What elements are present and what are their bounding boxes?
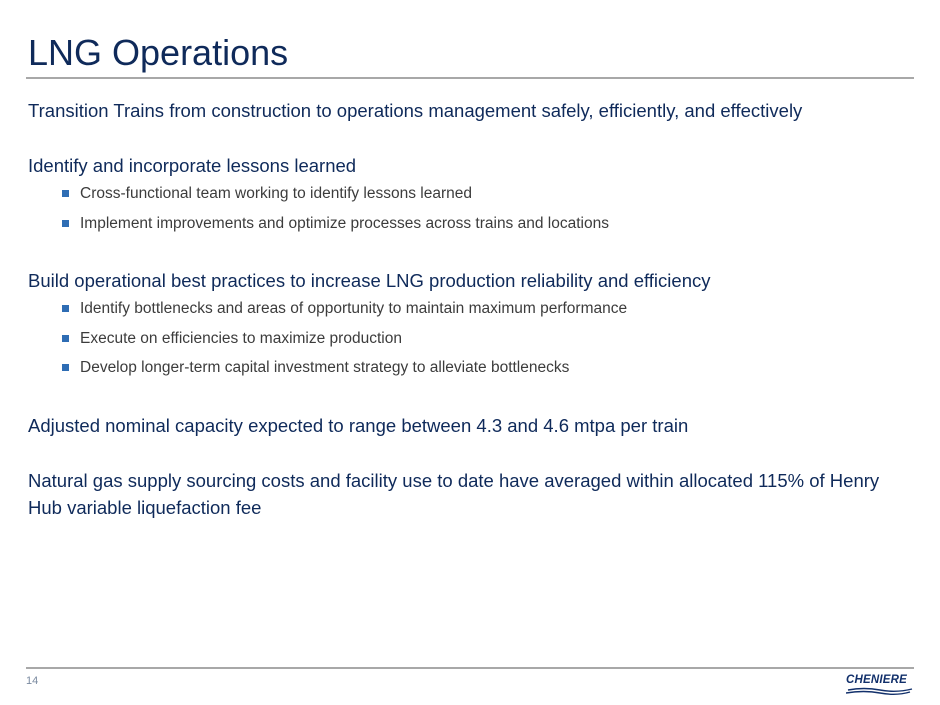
logo-wordmark: CHENIERE: [846, 674, 908, 686]
slide-title: LNG Operations: [28, 32, 289, 73]
section-transition: [28, 97, 918, 124]
bullet-item: [28, 353, 918, 383]
bullet-item: [28, 179, 918, 209]
bullet-item: [28, 209, 918, 239]
footer-divider: [26, 667, 914, 669]
bullet-text: Identify bottlenecks and areas of opportunity to maintain maximum performance: [80, 300, 628, 317]
bullet-item: [28, 294, 918, 324]
bullet-text: Execute on efficiencies to maximize production: [80, 329, 402, 347]
bullet-list: [28, 179, 918, 238]
bullet-text: Cross-functional team working to identify lessons learned: [80, 185, 472, 202]
section-heading: Build operational best practices to increase LNG production reliability and efficiency: [28, 270, 711, 291]
section-best-practices: [28, 267, 918, 383]
section-heading: Transition Trains from construction to operations management safely, efficiently, and effectively: [28, 100, 803, 121]
bullet-square-icon: [62, 305, 69, 312]
section-heading: Natural gas supply sourcing costs and facility use to date have averaged within allocated 115% of Henry Hub variable liquefaction fee: [28, 469, 880, 518]
section-lessons-learned: [28, 152, 918, 238]
bullet-square-icon: [62, 335, 69, 342]
bullet-text: Implement improvements and optimize processes across trains and locations: [80, 214, 609, 232]
title-divider: [26, 77, 914, 79]
bullet-square-icon: [62, 190, 69, 197]
bullet-list: [28, 294, 918, 383]
page-number: 14: [26, 675, 39, 687]
section-nominal-capacity: [28, 412, 918, 439]
bullet-square-icon: [62, 364, 69, 371]
cheniere-logo: [846, 674, 914, 696]
logo-wave-icon: [846, 687, 914, 696]
bullet-item: [28, 324, 918, 354]
slide-content: [28, 97, 918, 521]
section-heading: Adjusted nominal capacity expected to range between 4.3 and 4.6 mtpa per train: [28, 414, 689, 436]
bullet-text: Develop longer-term capital investment strategy to alleviate bottlenecks: [80, 359, 570, 376]
section-heading: Identify and incorporate lessons learned: [28, 155, 357, 176]
bullet-square-icon: [62, 220, 69, 227]
section-gas-supply-costs: [28, 467, 918, 521]
